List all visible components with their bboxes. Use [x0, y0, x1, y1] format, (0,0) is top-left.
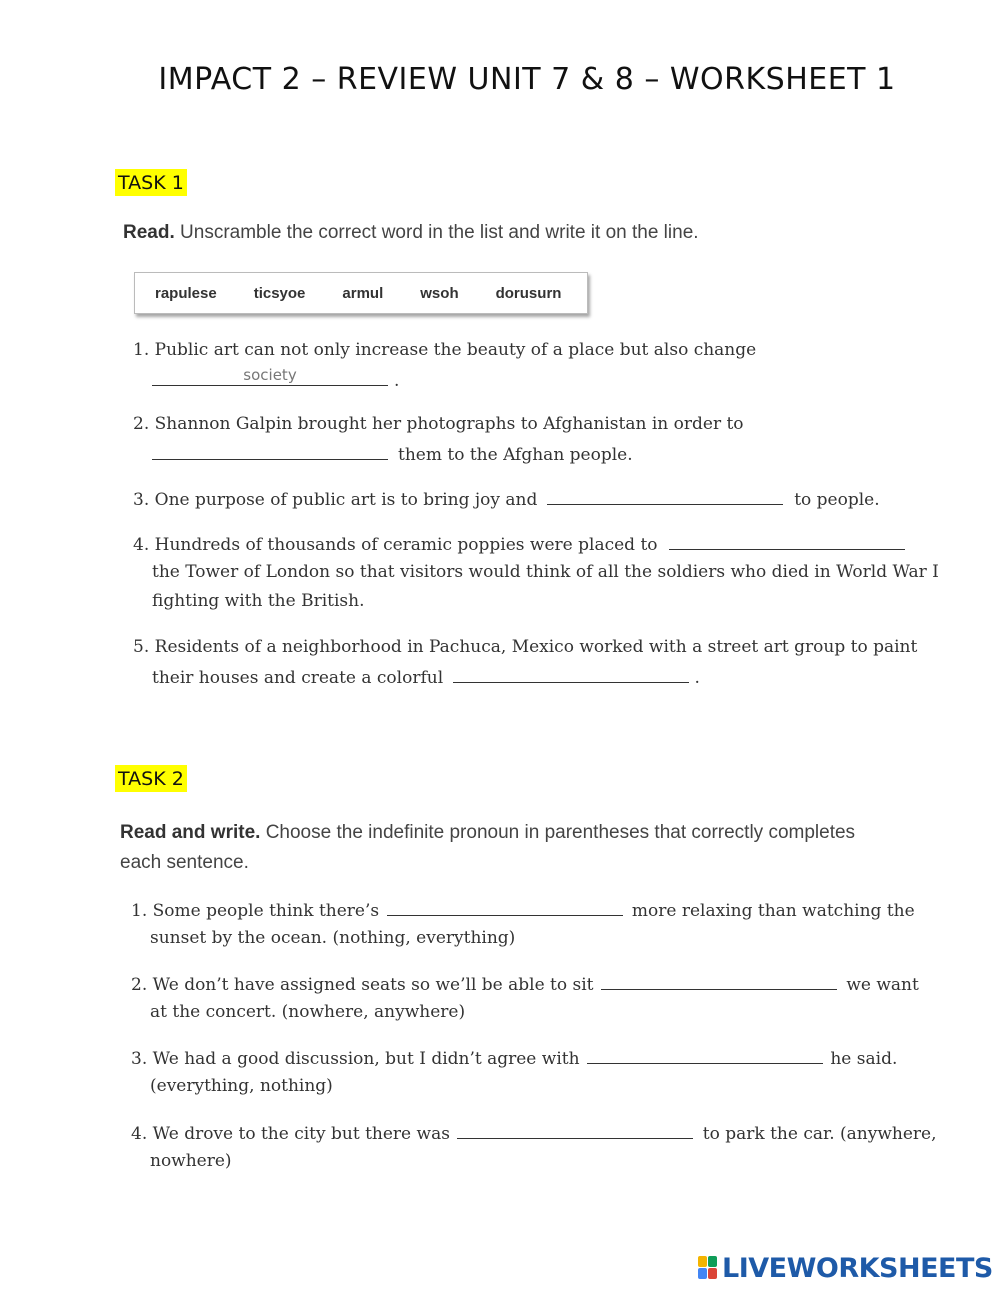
- task1-instruction: [123, 218, 699, 248]
- answer-blank[interactable]: [152, 365, 388, 386]
- question-text: the Tower of London so that visitors would think of all the soldiers who died in World War I: [152, 562, 939, 582]
- answer-blank[interactable]: [547, 484, 783, 505]
- task1-question-5-line2: [152, 662, 700, 693]
- question-text: .: [394, 371, 400, 391]
- task1-instruction-bold: Read.: [123, 222, 175, 243]
- question-text: he said.: [830, 1049, 898, 1069]
- question-text: Public art can not only increase the beauty of a place but also change: [154, 340, 757, 360]
- answer-blank[interactable]: [601, 969, 837, 990]
- liveworksheets-logo-icon: [698, 1256, 718, 1280]
- question-text: to people.: [794, 490, 880, 510]
- answer-blank[interactable]: [453, 662, 689, 683]
- question-text: We drove to the city but there was: [152, 1124, 450, 1144]
- word-item: dorusurn: [495, 284, 562, 302]
- answer-text: society: [243, 366, 297, 384]
- question-text: fighting with the British.: [152, 591, 365, 611]
- task1-instruction-text: Unscramble the correct word in the list and write it on the line.: [174, 222, 699, 243]
- task1-question-3: [133, 484, 880, 515]
- word-item: rapulese: [155, 284, 217, 302]
- task2-instruction: [120, 818, 855, 848]
- task2-question-2: [131, 969, 919, 1000]
- question-text: Some people think there’s: [152, 901, 380, 921]
- question-text: at the concert. (nowhere, anywhere): [150, 1002, 466, 1022]
- question-text: We don’t have assigned seats so we’ll be able to sit: [152, 975, 594, 995]
- question-number: 4.: [131, 1124, 148, 1144]
- word-list-box: [134, 272, 588, 314]
- question-text: sunset by the ocean. (nothing, everything): [150, 928, 516, 948]
- question-text: their houses and create a colorful: [152, 668, 444, 688]
- task1-question-1-line2: [152, 365, 399, 396]
- answer-blank[interactable]: [387, 895, 623, 916]
- task2-label: TASK 2: [115, 765, 187, 792]
- question-number: 3.: [131, 1049, 148, 1069]
- task2-question-3: [131, 1043, 897, 1074]
- question-text: Residents of a neighborhood in Pachuca, Mexico worked with a street art group to paint: [154, 637, 918, 657]
- question-number: 5.: [133, 637, 150, 657]
- question-text: One purpose of public art is to bring joy and: [154, 490, 538, 510]
- question-text: .: [694, 668, 700, 688]
- task1-label: TASK 1: [115, 169, 187, 196]
- question-text: Hundreds of thousands of ceramic poppies were placed to: [154, 535, 658, 555]
- question-number: 1.: [131, 901, 148, 921]
- task1-question-4: [133, 529, 905, 560]
- question-text: nowhere): [150, 1151, 232, 1171]
- question-text: more relaxing than watching the: [631, 901, 915, 921]
- question-text: them to the Afghan people.: [398, 445, 633, 465]
- word-item: wsoh: [420, 284, 459, 302]
- answer-blank[interactable]: [152, 439, 388, 460]
- task1-question-2: [133, 410, 744, 439]
- task2-question-4: [131, 1118, 937, 1149]
- question-text: to park the car. (anywhere,: [702, 1124, 937, 1144]
- task2-question-1: [131, 895, 915, 926]
- question-number: 3.: [133, 490, 150, 510]
- task2-instruction-line2: each sentence.: [120, 852, 249, 873]
- worksheet-title: IMPACT 2 – REVIEW UNIT 7 & 8 – WORKSHEET 1: [158, 62, 896, 97]
- question-number: 2.: [131, 975, 148, 995]
- word-item: armul: [342, 284, 384, 302]
- question-number: 4.: [133, 535, 150, 555]
- liveworksheets-logo: [698, 1253, 993, 1284]
- task2-instruction-bold: Read and write.: [120, 822, 261, 843]
- task2-instruction-text: Choose the indefinite pronoun in parentheses that correctly completes: [260, 822, 856, 843]
- question-text: We had a good discussion, but I didn’t agree with: [152, 1049, 580, 1069]
- task1-question-2-line2: [152, 439, 633, 470]
- question-number: 1.: [133, 340, 150, 360]
- task1-question-5: [133, 633, 917, 662]
- question-text: Shannon Galpin brought her photographs to Afghanistan in order to: [154, 414, 744, 434]
- question-text: (everything, nothing): [150, 1076, 333, 1096]
- logo-text: LIVEWORKSHEETS: [722, 1253, 993, 1284]
- answer-blank[interactable]: [457, 1118, 693, 1139]
- answer-blank[interactable]: [587, 1043, 823, 1064]
- question-number: 2.: [133, 414, 150, 434]
- word-item: ticsyoe: [253, 284, 306, 302]
- answer-blank[interactable]: [669, 529, 905, 550]
- question-text: we want: [846, 975, 919, 995]
